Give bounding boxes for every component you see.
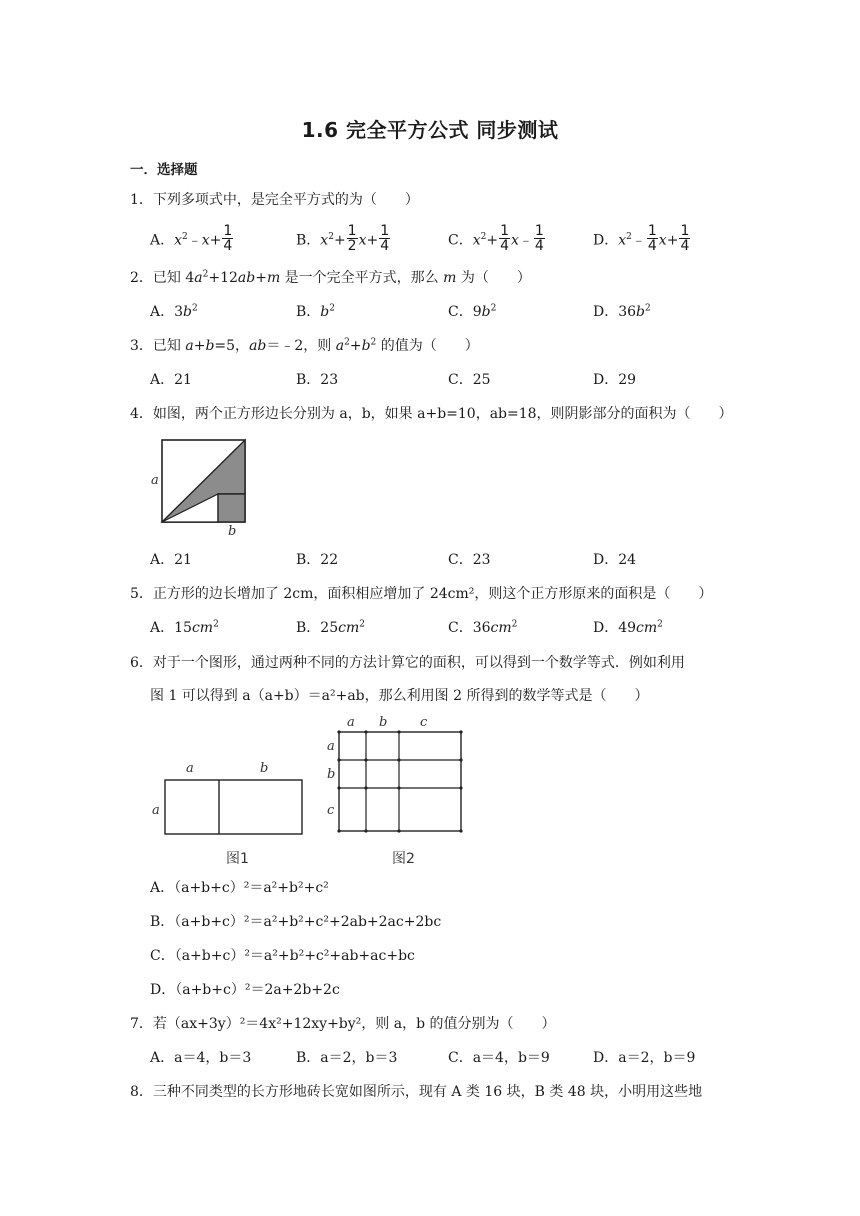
q4-option-a[interactable]: A．21: [150, 552, 192, 568]
q4-figure: [148, 436, 258, 540]
fig2-label-b-top: b: [379, 715, 388, 730]
q7-option-c[interactable]: C．a＝4，b＝9: [448, 1050, 550, 1066]
small-square: [218, 494, 245, 522]
q6-option-d[interactable]: D．（a+b+c）²＝2a+2b+2c: [150, 982, 340, 998]
question-2-options: [150, 302, 750, 332]
q5-option-b[interactable]: B．$25cm^2$: [296, 619, 365, 636]
q2-option-c[interactable]: C．$9b^2$: [448, 303, 497, 320]
fig2-label-a-top: a: [347, 715, 355, 730]
fraction: $\frac{1}{4}$: [380, 223, 390, 254]
fig1-rect: [165, 780, 302, 834]
q6-option-a[interactable]: A．（a+b+c）²＝a²+b²+c²: [150, 880, 329, 896]
label-b: b: [228, 524, 237, 539]
question-7: 7．若（ax+3y）²＝4x²+12xy+by²，则 a，b 的值分别为（ ）: [130, 1016, 556, 1032]
q1-option-a[interactable]: A．$x^2﹣x+$ $\frac{1}{4}$: [150, 223, 233, 254]
fig1-label-a-top: a: [186, 761, 194, 776]
question-5-options: [150, 618, 750, 648]
fig2-label-c-top: c: [420, 715, 428, 730]
q2-option-b[interactable]: B．$b^2$: [296, 303, 335, 320]
question-8: 8．三种不同类型的长方形地砖长宽如图所示，现有 A 类 16 块，B 类 48 块，小明用这些地: [130, 1084, 703, 1100]
question-2: 2．已知 $4a^2+12ab+m$ 是一个完全平方式，那么 m 为（ ）: [130, 269, 531, 286]
question-3: 3．已知 a+b=5，ab＝﹣2，则 $a^2+b^2$ 的值为（ ）: [130, 337, 479, 354]
page-title: 1.6 完全平方公式 同步测试: [301, 118, 559, 142]
q4-option-b[interactable]: B．22: [296, 552, 339, 568]
option-label: C．: [448, 232, 473, 249]
option-label: B．: [296, 232, 321, 249]
q5-option-c[interactable]: C．$36cm^2$: [448, 619, 518, 636]
option-label: D．: [593, 232, 619, 249]
label-a: a: [151, 473, 159, 488]
question-1-options: [150, 223, 750, 258]
question-4: 4．如图，两个正方形边长分别为 a，b，如果 a+b=10，ab=18，则阴影部分的面积为（ ）: [130, 406, 733, 422]
q1-option-c[interactable]: C．$x^2+$ $\frac{1}{4}$ x﹣ $\frac{1}{4}$: [448, 223, 544, 254]
figure-1: [148, 756, 308, 840]
q2-option-a[interactable]: A．$3b^2$: [150, 303, 198, 320]
q6-option-c[interactable]: C．（a+b+c）²＝a²+b²+c²+ab+ac+bc: [150, 948, 415, 964]
question-6-line-2: 图 1 可以得到 a（a+b）＝a²+ab，那么利用图 2 所得到的数学等式是（ ）: [150, 688, 649, 704]
q3-option-a[interactable]: A．21: [150, 372, 192, 388]
question-3-options: [150, 370, 750, 400]
fig2-label-c-side: c: [327, 803, 335, 818]
q5-option-d[interactable]: D．$49cm^2$: [593, 619, 663, 636]
fig2-label-a-side: a: [327, 739, 335, 754]
figure-2-caption: 图2: [392, 851, 415, 867]
fig1-label-b-top: b: [260, 761, 269, 776]
fig2-outer: [339, 732, 461, 831]
q3-option-d[interactable]: D．29: [593, 372, 637, 388]
fraction: $\frac{1}{2}$: [347, 223, 357, 254]
fig1-label-a-side: a: [152, 803, 160, 818]
q5-option-a[interactable]: A．$15cm^2$: [150, 619, 219, 636]
question-5: 5．正方形的边长增加了 2cm，面积相应增加了 24cm²，则这个正方形原来的面积是（ ）: [130, 586, 713, 602]
fraction: $\frac{1}{4}$: [680, 223, 690, 254]
question-7-options: [150, 1048, 750, 1078]
q7-option-b[interactable]: B．a＝2，b＝3: [296, 1050, 398, 1066]
fraction: $\frac{1}{4}$: [500, 223, 510, 254]
fraction: $\frac{1}{4}$: [223, 223, 233, 254]
question-6-line-1: 6．对于一个图形，通过两种不同的方法计算它的面积，可以得到一个数学等式．例如利用: [130, 655, 685, 671]
q3-option-c[interactable]: C．25: [448, 372, 491, 388]
q4-option-c[interactable]: C．23: [448, 552, 491, 568]
fraction: $\frac{1}{4}$: [534, 223, 544, 254]
question-4-options: [150, 550, 750, 580]
q7-option-d[interactable]: D．a＝2，b＝9: [593, 1050, 696, 1066]
q1-option-d[interactable]: D．$x^2﹣$ $\frac{1}{4}$ x+ $\frac{1}{4}$: [593, 223, 690, 254]
figure-2: [320, 712, 468, 836]
question-1: 1．下列多项式中，是完全平方式的为（ ）: [130, 192, 419, 208]
figure-1-caption: 图1: [226, 851, 249, 867]
fraction: $\frac{1}{4}$: [647, 223, 657, 254]
q4-option-d[interactable]: D．24: [593, 552, 637, 568]
q6-option-b[interactable]: B．（a+b+c）²＝a²+b²+c²+2ab+2ac+2bc: [150, 914, 442, 930]
fig2-label-b-side: b: [327, 767, 336, 782]
section-heading: 一．选择题: [130, 162, 198, 178]
q2-option-d[interactable]: D．$36b^2$: [593, 303, 651, 320]
q3-option-b[interactable]: B．23: [296, 372, 339, 388]
q7-option-a[interactable]: A．a＝4，b＝3: [150, 1050, 252, 1066]
option-label: A．: [150, 232, 175, 249]
q1-option-b[interactable]: B．$x^2+$ $\frac{1}{2}$ x+ $\frac{1}{4}$: [296, 223, 390, 254]
